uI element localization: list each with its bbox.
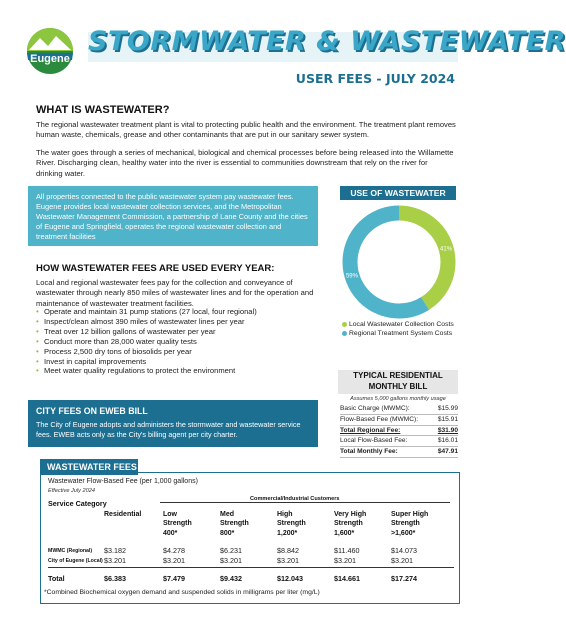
city-fees-text: The City of Eugene adopts and administers the stormwater and wastewater service fees. EWEB acts only as the City's billing agent per city charter. <box>36 420 301 439</box>
table-cell: $3.201 <box>104 556 126 565</box>
table-cell: $14.073 <box>391 546 417 555</box>
eugene-logo <box>26 26 74 76</box>
uses-intro: Local and regional wastewater fees pay for the collection and conveyance of wastewater through nearly 850 miles of wastewater lines and for the operation and maintenance of wastewater treatment facilities. <box>36 278 314 308</box>
fees-effective-date: Effective July 2024 <box>48 488 95 494</box>
column-header: Super High Strength >1,600* <box>391 511 429 537</box>
table-cell: $3.201 <box>391 556 413 565</box>
total-cell: $14.661 <box>334 574 360 583</box>
bullet-icon: • <box>36 336 39 346</box>
what-paragraph-2: The water goes through a series of mechanical, biological and chemical processes before being released into the Willamette River. Discharging clean, healthy water into the river is essential to communities downstream that rely on the river for drinking water. <box>36 148 454 178</box>
bullet-icon: • <box>36 316 39 326</box>
column-header: Med Strength 800* <box>220 511 249 537</box>
column-header: Very High Strength 1,600* <box>334 511 367 537</box>
fees-subtitle: Wastewater Flow-Based Fee (per 1,000 gallons) <box>48 478 198 485</box>
bill-row: Basic Charge (MWMC): $15.99 <box>340 404 458 415</box>
bullet-icon: • <box>36 326 39 336</box>
legend-swatch <box>342 322 347 327</box>
page-title: STORMWATER & WASTEWATER <box>88 26 566 57</box>
bill-table <box>340 404 458 458</box>
total-cell: $17.274 <box>391 574 417 583</box>
title-block <box>88 26 566 70</box>
total-divider <box>48 567 454 568</box>
bill-row-total-regional: Total Regional Fee: $31.90 <box>340 426 458 437</box>
bill-row: Flow-Based Fee (MWMC): $15.91 <box>340 415 458 426</box>
table-cell: $3.201 <box>334 556 356 565</box>
bill-title: TYPICAL RESIDENTIAL MONTHLY BILL <box>338 370 458 394</box>
page-header <box>0 0 566 96</box>
city-fees-heading: CITY FEES ON EWEB BILL <box>36 406 148 416</box>
bill-assumption: Assumes 5,000 gallons monthly usage <box>350 396 446 402</box>
uses-heading: HOW WASTEWATER FEES ARE USED EVERY YEAR: <box>36 263 275 274</box>
total-cell: $12.043 <box>277 574 303 583</box>
bullet-icon: • <box>36 356 39 366</box>
fees-tab: WASTEWATER FEES <box>40 459 138 475</box>
row-label-city: City of Eugene (Local) <box>48 558 103 564</box>
page-subtitle: USER FEES - JULY 2024 <box>295 71 455 86</box>
what-paragraph-1: The regional wastewater treatment plant is vital to protecting public health and the environment. The treatment plant removes human waste, chemicals, grease and other contaminants that are put in our sanitary sewer system. <box>36 120 456 140</box>
list-item: • Conduct more than 28,000 water quality tests <box>36 336 197 346</box>
column-header: Residential <box>104 511 142 518</box>
total-label: Total <box>48 574 65 583</box>
table-cell: $3.201 <box>277 556 299 565</box>
list-item: • Meet water quality regulations to protect the environment <box>36 366 236 376</box>
list-item: • Operate and maintain 31 pump stations (27 local, four regional) <box>36 307 257 316</box>
column-header: Low Strength 400* <box>163 511 192 537</box>
footnote: *Combined Biochemical oxygen demand and suspended solids in milligrams per liter (mg/L) <box>44 589 320 596</box>
table-cell: $3.201 <box>220 556 242 565</box>
logo-text: Eugene <box>30 53 70 65</box>
total-cell: $7.479 <box>163 574 185 583</box>
table-cell: $6.231 <box>220 546 242 555</box>
table-cell: $3.201 <box>163 556 185 565</box>
column-header: High Strength 1,200* <box>277 511 306 537</box>
uses-list <box>36 307 336 376</box>
service-category-label: Service Category <box>48 499 107 508</box>
list-item: • Inspect/clean almost 390 miles of wastewater lines per year <box>36 316 245 326</box>
info-box-text: All properties connected to the public wastewater system pay wastewater fees. Eugene provides local wastewater collection services, and the Metropolitan Wastewater Management Commission, a partnership of Lane County and the cities of Eugene and Springfield, operates the regional wastewater collection and treatment facilities <box>36 192 308 241</box>
list-item: • Process 2,500 dry tons of biosolids per year <box>36 346 192 356</box>
donut-label: 41% <box>440 246 453 253</box>
legend-item-local: Local Wastewater Collection Costs <box>342 320 482 329</box>
header-divider <box>160 502 450 503</box>
commercial-label: Commercial/Industrial Customers <box>250 496 340 502</box>
list-item: • Treat over 12 billion gallons of wastewater per year <box>36 326 216 336</box>
table-cell: $3.182 <box>104 546 126 555</box>
total-cell: $9.432 <box>220 574 242 583</box>
bullet-icon: • <box>36 307 39 316</box>
table-cell: $11.460 <box>334 546 360 555</box>
table-cell: $8.842 <box>277 546 299 555</box>
legend-item-regional: Regional Treatment System Costs <box>342 329 482 338</box>
donut-title: USE OF WASTEWATER FEES <box>340 186 456 200</box>
table-cell: $4.278 <box>163 546 185 555</box>
what-heading: WHAT IS WASTEWATER? <box>36 104 170 116</box>
bullet-icon: • <box>36 366 39 376</box>
info-box <box>28 186 318 246</box>
row-label-mwmc: MWMC (Regional) <box>48 548 93 554</box>
fees-donut-chart <box>340 203 458 321</box>
bill-row-total-monthly: Total Monthly Fee: $47.91 <box>340 447 458 458</box>
bill-row: Local Flow-Based Fee: $16.01 <box>340 436 458 447</box>
donut-label: 59% <box>345 273 358 280</box>
bullet-icon: • <box>36 346 39 356</box>
list-item: • Invest in capital improvements <box>36 356 147 366</box>
legend-swatch <box>342 331 347 336</box>
city-fees-box <box>28 400 318 447</box>
chart-legend <box>342 320 482 338</box>
total-cell: $6.383 <box>104 574 126 583</box>
